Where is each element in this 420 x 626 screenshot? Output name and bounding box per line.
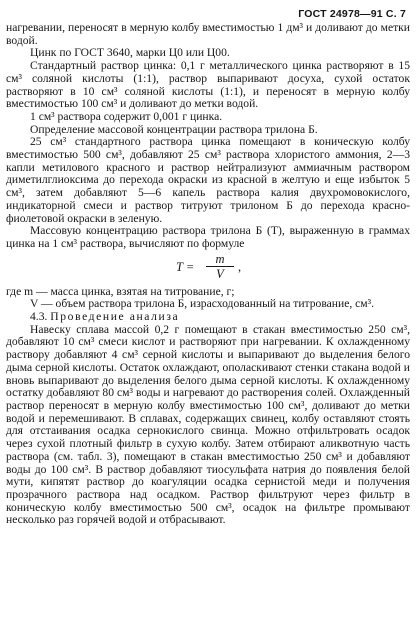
paragraph-standard-zinc-solution: Стандартный раствор цинка: 0,1 г металлического цинка растворяют в 15 см³ соляной кислоты (1:1), раствор выпаривают досуха, сухой остаток растворяют в 10 см³ соляной кислоты (1:1), и переносят в мерную колбу вместимостью 100 см³ и доливают до метки водой. bbox=[6, 59, 410, 111]
formula-fraction bbox=[206, 253, 234, 281]
legend-mass: где m — масса цинка, взятая на титрование, г; bbox=[6, 284, 235, 298]
legend-volume: V — объем раствора трилона Б, израсходованный на титрование, см³. bbox=[30, 297, 375, 311]
formula-numerator: m bbox=[206, 253, 234, 267]
document-body bbox=[6, 22, 410, 527]
formula-lhs: T = bbox=[176, 259, 195, 274]
paragraph-trilon-heading: Определение массовой концентрации раствора трилона Б. bbox=[30, 122, 318, 136]
formula-trilon-concentration bbox=[6, 253, 410, 283]
paragraph-continuation: нагревании, переносят в мерную колбу вместимостью 1 дм³ и доливают до метки водой. bbox=[6, 21, 410, 47]
paragraph-analysis-procedure: Навеску сплава массой 0,2 г помещают в стакан вместимостью 250 см³, добавляют 10 см³ смеси кислот и растворяют при нагревании. К охлажденному раствору добавляют 4 см³ серной кислоты и выпаривают до выделения белого дыма серной кислоты. Остаток охлаждают, ополаскивают стенки стакана водой и вновь выпаривают до выделения белого дыма серной кислоты. К охлажденному остатку добавляют 80 см³ воды и нагревают до растворения солей. Охлажденный раствор переносят в мерную колбу вместимостью 100 см³, доливают до метки водой и перемешивают. В сплавах, содержащих свинец, колбу оставляют стоять для отстаивания осадка сернокислого свинца. Можно отфильтровать осадок через сухой плотный фильтр в сухую колбу. Затем отбирают аликвотную часть раствора (см. табл. 3), помещают в стакан вместимостью 250 см³ и добавляют воды до 100 см³. В раствор добавляют тиосульфата натрия до появления белой мути, кипятят раствор до коагуляции осадка сернистой меди и получения прозрачного раствора над осадком. Раствор фильтруют через фильтр в коническую колбу вместимостью 500 см³, осадок на фильтре промывают несколько раз горячей водой и отбрасывают. bbox=[6, 322, 410, 527]
formula-comma: , bbox=[238, 259, 242, 274]
running-header: ГОСТ 24978—91 С. 7 bbox=[298, 8, 406, 20]
paragraph-zinc-gost: Цинк по ГОСТ 3640, марки Ц0 или Ц00. bbox=[30, 46, 230, 60]
section-number: 4.3. bbox=[30, 310, 48, 324]
section-heading-analysis bbox=[6, 311, 410, 324]
formula-denominator: V bbox=[216, 266, 224, 281]
section-title: Проведение анализа bbox=[50, 310, 180, 324]
paragraph-zinc-content: 1 см³ раствора содержит 0,001 г цинка. bbox=[30, 109, 223, 123]
paragraph-formula-intro: Массовую концентрацию раствора трилона Б (T), выраженную в граммах цинка на 1 см³ раствора, вычисляют по формуле bbox=[6, 224, 410, 250]
paragraph-titration-procedure: 25 см³ стандартного раствора цинка помещают в коническую колбу вместимостью 500 см³, добавляют 25 см³ раствора хлористого аммония, 2—3 капли метилового красного и раствор нейтрализуют аммиачным раствором диметилглиоксима до перехода окраски из красной в желтую и еще избыток 5 см³, затем добавляют 5—6 капель раствора калия двухромовокислого, индикаторной смеси и раствор титруют трилоном Б до перехода красно-фиолетовой окраски в зеленую. bbox=[6, 135, 410, 225]
